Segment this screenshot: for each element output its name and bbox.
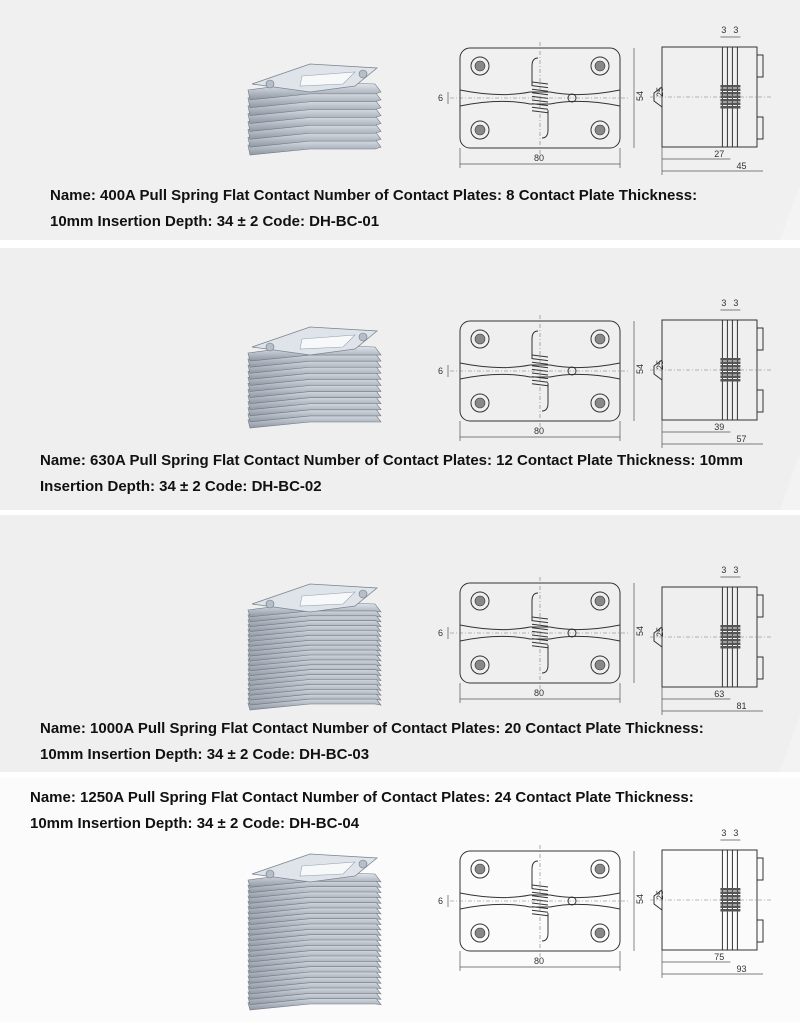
- side-tab: [757, 328, 763, 350]
- side-tab: [757, 657, 763, 679]
- spring-coil: [532, 617, 548, 619]
- dimension-height: 54: [635, 625, 645, 636]
- spring-coil: [720, 103, 740, 106]
- spring-coil: [720, 892, 740, 895]
- dimension-small: 25: [655, 86, 665, 97]
- dimension-gap: 6: [438, 93, 444, 103]
- product-photo: [240, 313, 385, 428]
- spring-coil: [720, 902, 740, 905]
- description-line-2: Insertion Depth: 34 ± 2 Code: DH-BC-02: [40, 478, 322, 495]
- dimension-plate-b: 3: [733, 25, 739, 35]
- dimension-inner: 63: [714, 689, 725, 699]
- dimension-outer: 81: [736, 701, 747, 711]
- rivet: [359, 590, 367, 598]
- description-line-1: Name: 400A Pull Spring Flat Contact Number of Contact Plates: 8 Contact Plate Thickness:: [50, 187, 698, 204]
- side-tab: [757, 117, 763, 139]
- spring-coil: [720, 909, 740, 912]
- product-description: [40, 448, 743, 500]
- dimension-plate-b: 3: [733, 565, 739, 575]
- dimension-outer: 45: [736, 161, 747, 171]
- spring-coil: [532, 100, 548, 102]
- spring-coil: [720, 376, 740, 379]
- side-tab: [757, 858, 763, 880]
- description-line-1: Name: 1250A Pull Spring Flat Contact Number of Contact Plates: 24 Contact Plate Thickness:: [30, 789, 694, 806]
- rivet: [266, 600, 274, 608]
- dimension-width: 80: [534, 153, 545, 163]
- spring-coil: [532, 885, 548, 887]
- product-photo: [240, 840, 385, 1010]
- spring-coil: [720, 629, 740, 632]
- bolt-head: [595, 61, 605, 71]
- bolt-head: [595, 660, 605, 670]
- dimension-width: 80: [534, 426, 545, 436]
- side-tab: [757, 920, 763, 942]
- dimension-height: 54: [635, 363, 645, 374]
- dimension-width: 80: [534, 956, 545, 966]
- dimension-gap: 6: [438, 366, 444, 376]
- product-description: [50, 183, 697, 235]
- spring-coil: [720, 643, 740, 646]
- rivet: [266, 80, 274, 88]
- spring-coil: [720, 89, 740, 92]
- bolt-head: [475, 864, 485, 874]
- spring-coil: [720, 358, 740, 361]
- dimension-gap: 6: [438, 896, 444, 906]
- dimension-inner: 75: [714, 952, 725, 962]
- bolt-head: [595, 398, 605, 408]
- bolt-head: [475, 928, 485, 938]
- spring-coil: [720, 888, 740, 891]
- spring-coil: [532, 82, 548, 84]
- description-line-2: 10mm Insertion Depth: 34 ± 2 Code: DH-BC-03: [40, 746, 370, 763]
- product-panel-4: [0, 778, 800, 1022]
- side-tab: [757, 595, 763, 617]
- bolt-head: [475, 61, 485, 71]
- front-view-drawing: [435, 843, 645, 983]
- side-view-drawing: [640, 828, 790, 988]
- bolt-head: [475, 596, 485, 606]
- dimension-height: 54: [635, 893, 645, 904]
- spring-coil: [720, 99, 740, 102]
- side-tab: [757, 55, 763, 77]
- dimension-gap: 6: [438, 628, 444, 638]
- dimension-small: 25: [655, 359, 665, 370]
- product-photo: [240, 50, 385, 155]
- description-line-1: Name: 630A Pull Spring Flat Contact Number of Contact Plates: 12 Contact Plate Thickness: 10mm: [40, 452, 743, 469]
- bolt-head: [595, 928, 605, 938]
- bolt-head: [475, 334, 485, 344]
- spring-coil: [532, 355, 548, 357]
- dimension-plate-a: 3: [721, 828, 727, 838]
- front-view-drawing: [435, 313, 645, 448]
- spring-coil: [720, 372, 740, 375]
- spring-coil: [532, 373, 548, 375]
- spring-coil: [720, 85, 740, 88]
- rivet: [359, 333, 367, 341]
- spring-coil: [720, 365, 740, 368]
- dimension-outer: 57: [736, 434, 747, 444]
- dimension-small: 25: [655, 889, 665, 900]
- spring-coil: [720, 646, 740, 649]
- spring-coil: [720, 639, 740, 642]
- bolt-head: [595, 125, 605, 135]
- side-view-drawing: [640, 565, 790, 715]
- dimension-plate-a: 3: [721, 25, 727, 35]
- dimension-plate-b: 3: [733, 298, 739, 308]
- product-panel-2: [0, 248, 800, 510]
- bolt-head: [595, 864, 605, 874]
- spring-coil: [720, 625, 740, 628]
- bolt-head: [595, 596, 605, 606]
- side-view-drawing: [640, 298, 790, 448]
- front-view-drawing: [435, 575, 645, 715]
- product-description: [40, 716, 704, 768]
- rivet: [266, 343, 274, 351]
- bolt-head: [475, 125, 485, 135]
- spring-coil: [720, 895, 740, 898]
- front-view-drawing: [435, 40, 645, 175]
- rivet: [359, 860, 367, 868]
- dimension-height: 54: [635, 90, 645, 101]
- spring-coil: [720, 362, 740, 365]
- dimension-plate-a: 3: [721, 565, 727, 575]
- side-tab: [757, 390, 763, 412]
- dimension-plate-b: 3: [733, 828, 739, 838]
- bolt-head: [475, 660, 485, 670]
- dimension-width: 80: [534, 688, 545, 698]
- spring-coil: [532, 635, 548, 637]
- spring-coil: [720, 92, 740, 95]
- product-panel-1: [0, 0, 800, 240]
- bolt-head: [475, 398, 485, 408]
- spring-coil: [720, 632, 740, 635]
- product-panel-3: [0, 515, 800, 772]
- description-line-2: 10mm Insertion Depth: 34 ± 2 Code: DH-BC-01: [50, 213, 380, 230]
- rivet: [359, 70, 367, 78]
- bolt-head: [595, 334, 605, 344]
- dimension-inner: 39: [714, 422, 725, 432]
- description-line-1: Name: 1000A Pull Spring Flat Contact Number of Contact Plates: 20 Contact Plate Thickness:: [40, 720, 704, 737]
- dimension-plate-a: 3: [721, 298, 727, 308]
- dimension-inner: 27: [714, 149, 725, 159]
- spring-coil: [532, 903, 548, 905]
- dimension-small: 25: [655, 626, 665, 637]
- product-description: [30, 785, 694, 837]
- description-line-2: 10mm Insertion Depth: 34 ± 2 Code: DH-BC-04: [30, 815, 360, 832]
- dimension-outer: 93: [736, 964, 747, 974]
- rivet: [266, 870, 274, 878]
- spring-coil: [720, 906, 740, 909]
- spring-coil: [720, 379, 740, 382]
- spring-coil: [720, 106, 740, 109]
- side-view-drawing: [640, 25, 790, 175]
- product-photo: [240, 570, 385, 710]
